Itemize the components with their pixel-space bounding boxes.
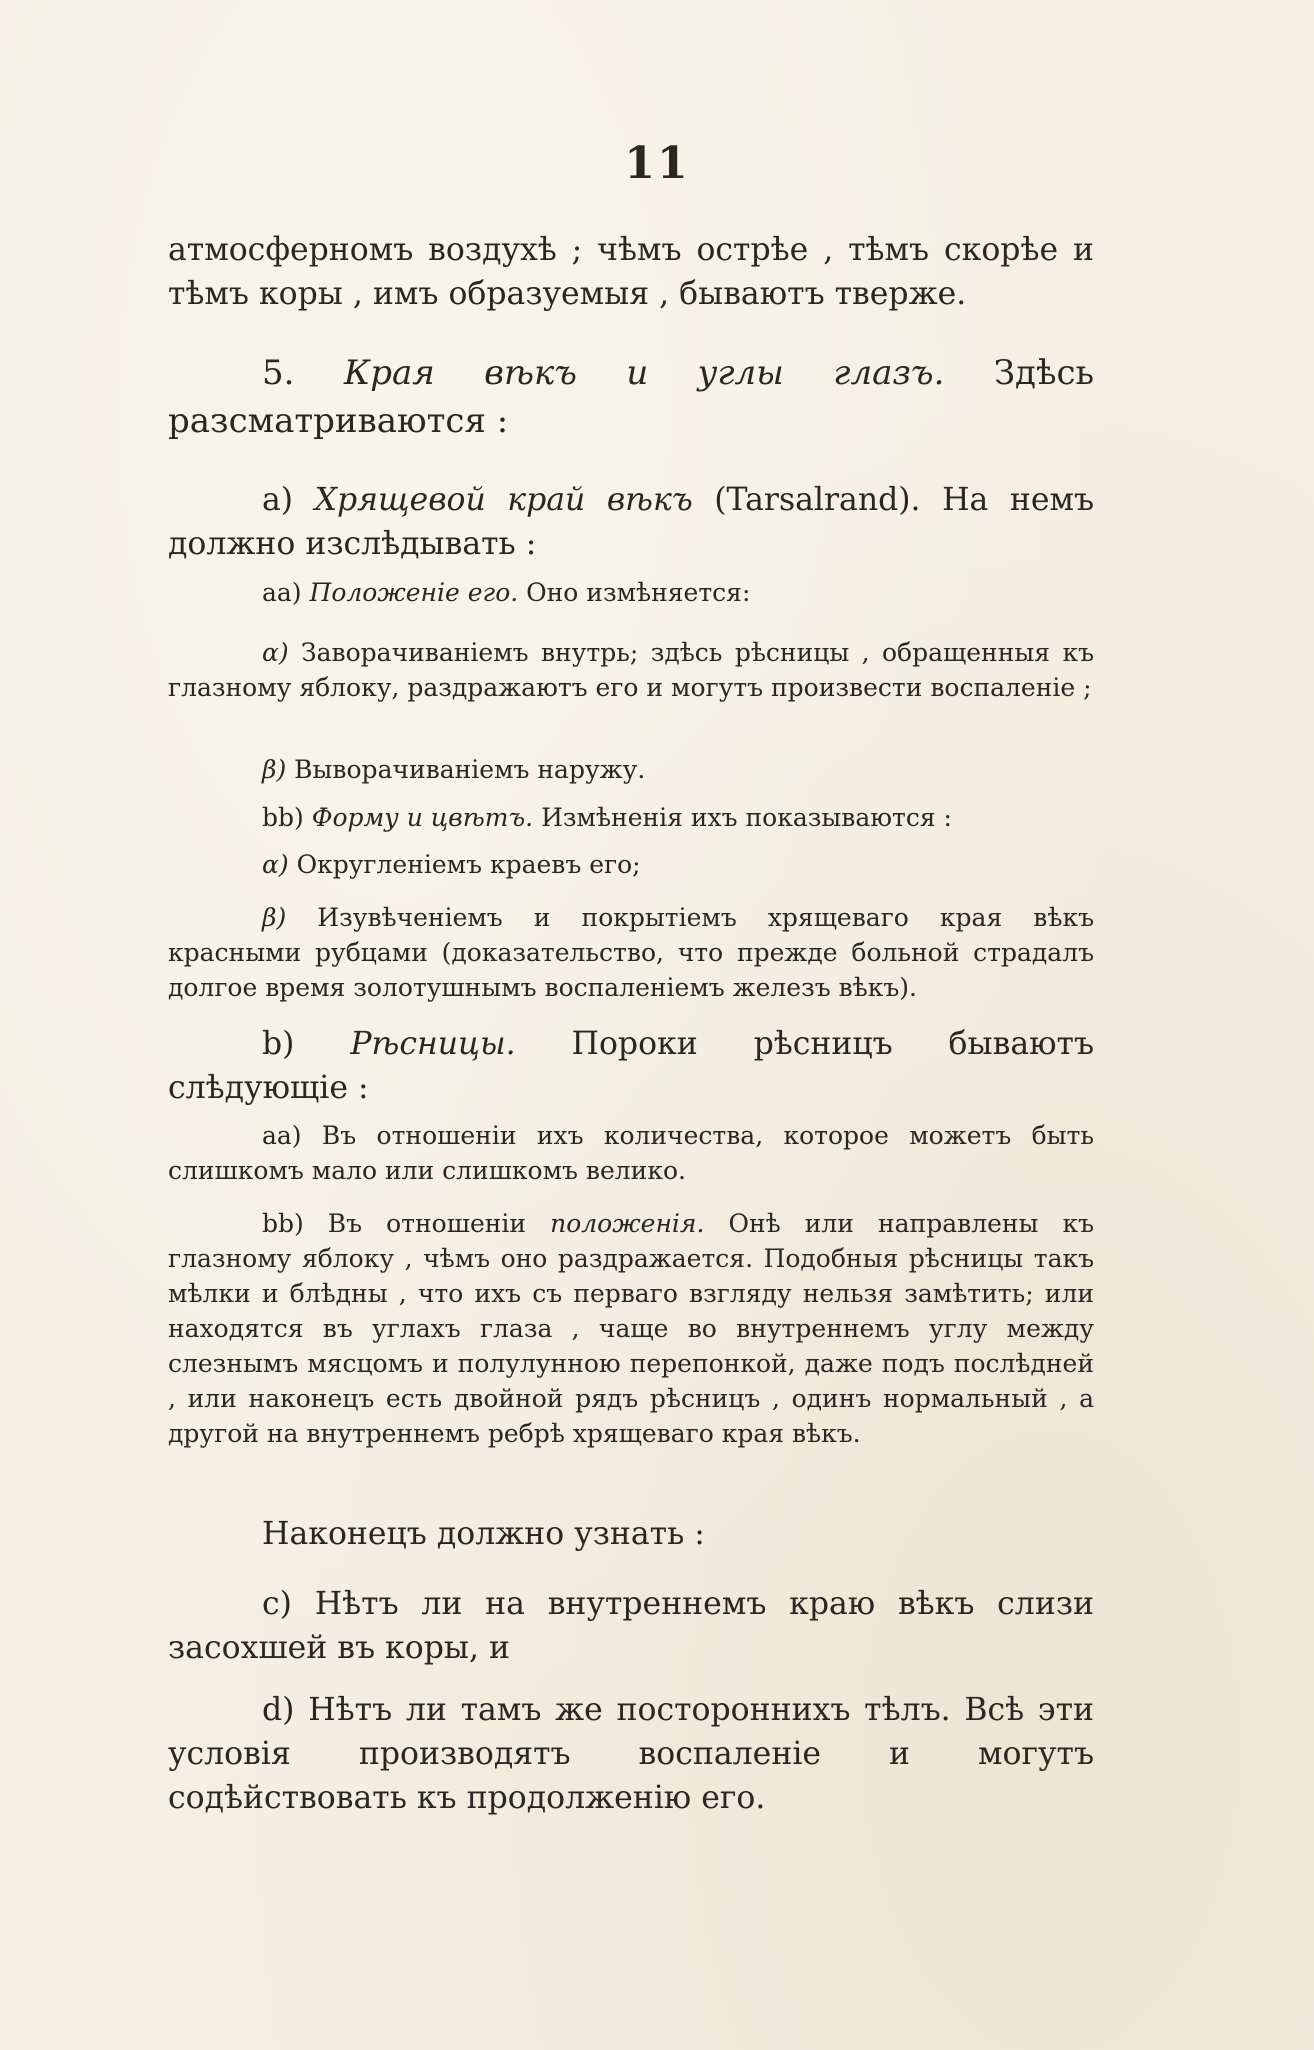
item-marker: b) — [262, 1026, 295, 1062]
paragraph-conclusion-intro — [168, 1512, 1094, 1556]
item-title: Рѣсницы. — [294, 1026, 516, 1062]
item-bb — [168, 800, 1094, 835]
item-alpha-1 — [168, 635, 1094, 705]
section-heading-5 — [168, 349, 1094, 445]
item-beta-2 — [168, 900, 1094, 1005]
item-c — [168, 1582, 1094, 1670]
item-text: Измѣненія ихъ показываются : — [533, 803, 952, 832]
item-marker: α) — [262, 850, 289, 879]
item-text: Изувѣченіемъ и покрытіемъ хрящеваго края вѣкъ красными рубцами (доказательство, что прежде больной страдалъ долгое время золотушнымъ воспаленіемъ железъ вѣкъ). — [168, 903, 1094, 1002]
item-text: Округленіемъ краевъ его; — [288, 850, 641, 879]
item-text: Онѣ или направлены къ глазному яблоку , чѣмъ оно раздражается. Подобныя рѣсницы такъ мѣлки и блѣдны , что ихъ съ перваго взгляду нельзя замѣтить; или находятся въ углахъ глаза , чаще во внутреннемъ углу между слезнымъ мясцомъ и полулунною перепонкой, даже подъ послѣдней , или наконецъ есть двойной рядъ рѣсницъ , одинъ нормальный , а другой на внутреннемъ ребрѣ хрящеваго края вѣкъ. — [168, 1209, 1094, 1448]
item-beta-1 — [168, 752, 1094, 787]
item-title: положенія. — [526, 1209, 705, 1238]
item-marker: aa) — [262, 578, 302, 607]
item-title: Положеніе его. — [301, 578, 519, 607]
item-marker: β) — [262, 755, 287, 784]
item-title: Хрящевой край вѣкъ — [293, 482, 693, 518]
item-marker: a) — [262, 482, 294, 518]
item-marker: α) — [262, 638, 289, 667]
item-marker: β) — [262, 903, 287, 932]
item-text: c) Нѣтъ ли на внутреннемъ краю вѣкъ слизи засохшей въ коры, и — [168, 1586, 1094, 1666]
item-text: d) Нѣтъ ли тамъ же постороннихъ тѣлъ. Всѣ эти условія производятъ воспаленіе и могутъ содѣйствовать къ продолженію его. — [168, 1692, 1094, 1816]
section-title: Края вѣкъ и углы глазъ. — [343, 353, 945, 393]
item-a — [168, 478, 1094, 566]
item-d — [168, 1688, 1094, 1820]
item-text: Выворачиваніемъ наружу. — [286, 755, 646, 784]
page-number: 11 — [624, 138, 690, 189]
section-intro: Здѣсь разсматриваются : — [168, 353, 1094, 441]
item-title: Форму и цвѣтъ. — [303, 803, 534, 832]
item-b — [168, 1022, 1094, 1110]
item-text: Оно измѣняется: — [518, 578, 751, 607]
item-alpha-2 — [168, 847, 1094, 882]
item-text: Заворачиваніемъ внутрь; здѣсь рѣсницы , обращенныя къ глазному яблоку, раздражаютъ его и могутъ произвести воспаленіе ; — [168, 638, 1094, 702]
paragraph-text: атмосферномъ воздухѣ ; чѣмъ острѣе , тѣмъ скорѣе и тѣмъ коры , имъ образуемыя , бываютъ тверже. — [168, 232, 1094, 312]
item-text: aa) Въ отношеніи ихъ количества, которое можетъ быть слишкомъ мало или слишкомъ велико. — [168, 1121, 1094, 1185]
item-aa — [168, 575, 1094, 610]
paragraph-continuation — [168, 228, 1094, 316]
item-bb-2 — [168, 1206, 1094, 1451]
item-marker: bb) — [262, 803, 304, 832]
item-text: (Tarsalrand). На немъ должно изслѣдывать : — [168, 482, 1094, 562]
section-number: 5. — [262, 353, 295, 393]
item-text: Пороки рѣсницъ бываютъ слѣдующіе : — [168, 1026, 1094, 1106]
paragraph-text: Наконецъ должно узнать : — [262, 1516, 705, 1552]
item-marker: bb) Въ отношеніи — [262, 1209, 527, 1238]
item-aa-2 — [168, 1118, 1094, 1188]
